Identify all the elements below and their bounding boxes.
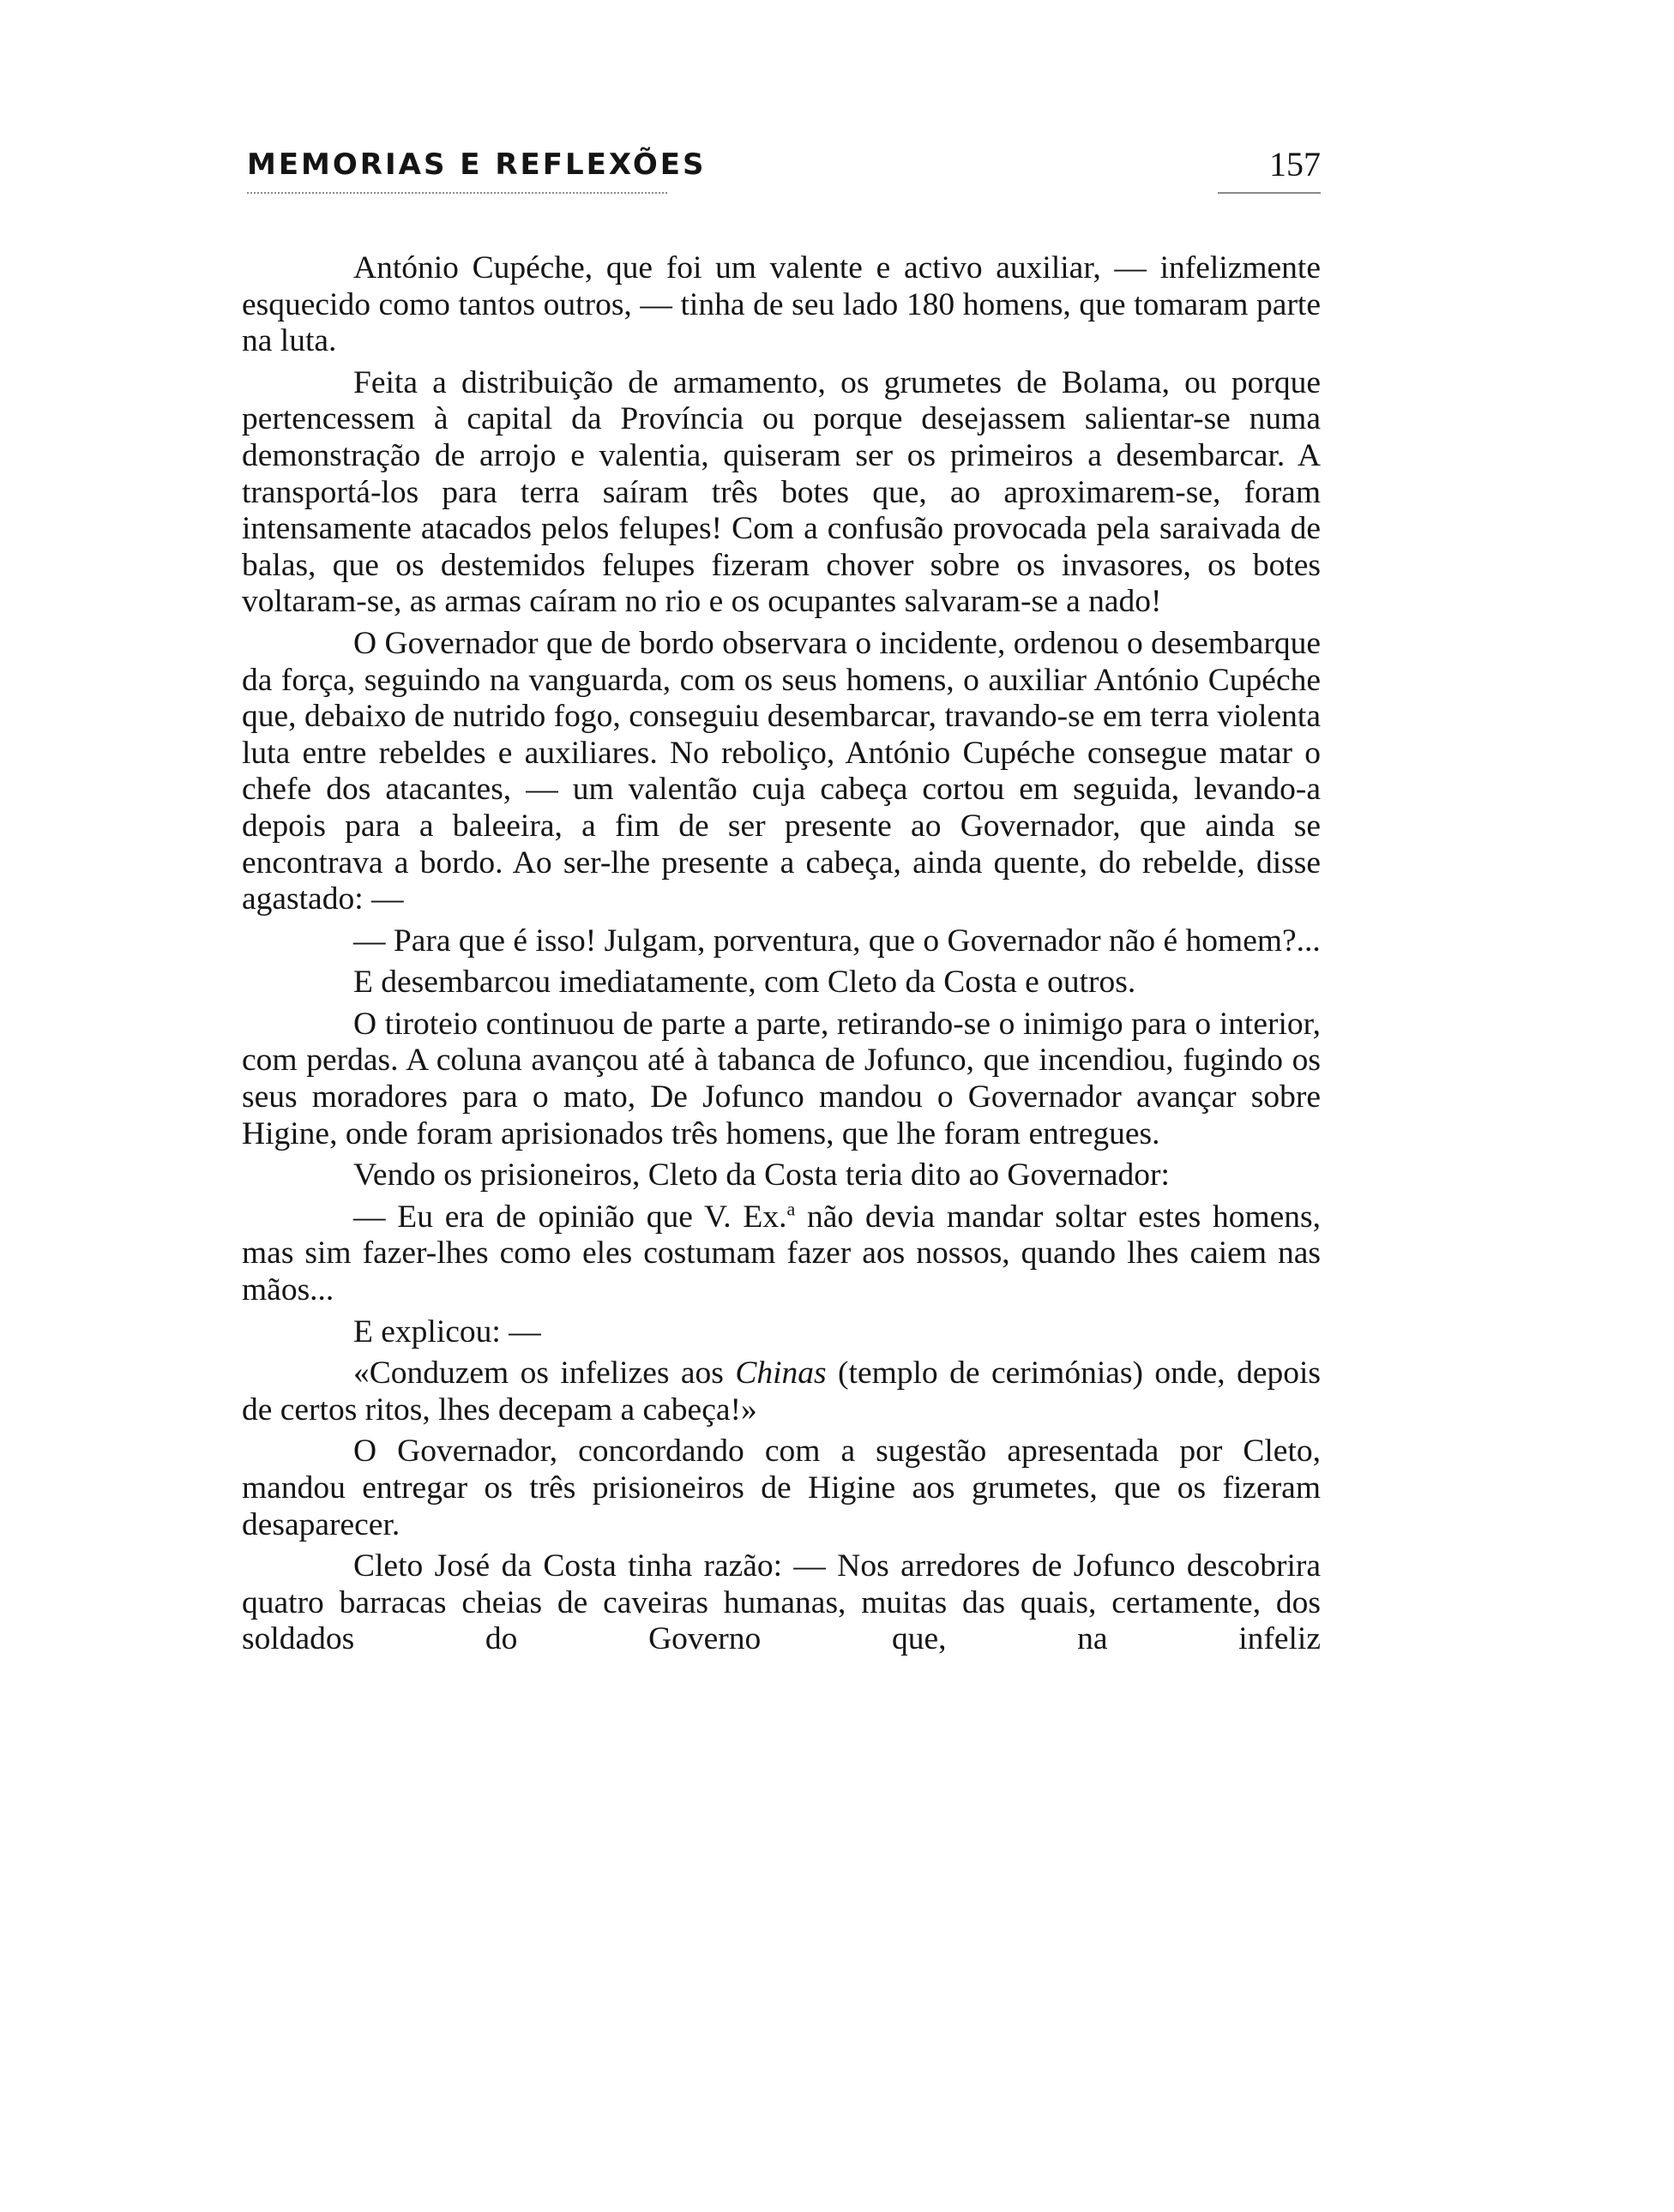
paragraph-cleto-opinion [242, 1199, 1321, 1309]
paragraph-governor-order: O Governador que de bordo observara o incidente, ordenou o desembarque da força, seguindo na vanguarda, com os seus homens, o auxiliar António Cupéche que, debaixo de nutrido fogo, conseguiu desembarcar, travando-se em terra violenta luta entre rebeldes e auxiliares. No reboliço, António Cupéche consegue matar o chefe dos atacantes, — um valentão cuja cabeça cortou em seguida, levando-a depois para a baleeira, a fim de ser presente ao Governador, que ainda se encontrava a bordo. Ao ser-lhe presente a cabeça, ainda quente, do rebelde, disse agastado: — [242, 625, 1321, 917]
paragraph-cleto-right: Cleto José da Costa tinha razão: — Nos arredores de Jofunco descobrira quatro barracas cheias de caveiras humanas, muitas das quais, certamente, dos soldados do Governo que, na infeliz [242, 1548, 1321, 1657]
cleto-opinion-end: não devia mandar soltar estes homens, mas sim fazer-lhes como eles costumam fazer aos nossos, quando lhes caiem nas mãos... [242, 1199, 1321, 1308]
chinas-quote-start: «Conduzem os infelizes aos [353, 1355, 736, 1392]
paragraph-governor-quote: — Para que é isso! Julgam, porventura, que o Governador não é homem?... [353, 923, 1321, 959]
paragraph-prisoners: Vendo os prisioneiros, Cleto da Costa teria dito ao Governador: [353, 1157, 1170, 1193]
paragraph-disembarked: E desembarcou imediatamente, com Cleto da Costa e outros. [353, 965, 1136, 1001]
cleto-opinion-start: — Eu era de opinião que V. Ex. [353, 1199, 787, 1235]
cleto-opinion-superscript: a [786, 1198, 796, 1220]
page-number: 157 [1269, 145, 1321, 183]
running-head: MEMORIAS E REFLEXÕES [247, 147, 707, 182]
header-rule-right [1218, 192, 1321, 194]
body-text [242, 250, 1321, 1663]
paragraph-disembark-bolama: Feita a distribuição de armamento, os grumetes de Bolama, ou porque pertencessem à capital da Província ou porque desejassem salientar-se numa demonstração de arrojo e valentia, quiseram ser os primeiros a desembarcar. A transportá-los para terra saíram três botes que, ao aproximarem-se, foram intensamente atacados pelos felupes! Com a confusão provocada pela saraivada de balas, que os destemidos felupes fizeram chover sobre os invasores, os botes voltaram-se, as armas caíram no rio e os ocupantes salvaram-se a nado! [242, 364, 1321, 620]
paragraph-cupeche: António Cupéche, que foi um valente e activo auxiliar, — infelizmente esquecido como tantos outros, — tinha de seu lado 180 homens, que tomaram parte na luta. [242, 250, 1321, 359]
paragraph-explained: E explicou: — [353, 1313, 541, 1349]
paragraph-governor-agrees: O Governador, concordando com a sugestão apresentada por Cleto, mandou entregar os três prisioneiros de Higine aos grumetes, que os fizeram desaparecer. [242, 1434, 1321, 1542]
header-rule-left [247, 192, 667, 194]
paragraph-shootout: O tiroteio continuou de parte a parte, retirando-se o inimigo para o interior, com perdas. A coluna avançou até à tabanca de Jofunco, que incendiou, fugindo os seus moradores para o mato, De Jofunco mandou o Governador avançar sobre Higine, onde foram aprisionados três homens, que lhe foram entregues. [242, 1006, 1321, 1151]
paragraph-chinas-quote [242, 1355, 1321, 1428]
chinas-italic: Chinas [735, 1355, 827, 1392]
chinas-quote-end: (templo de cerimónias) onde, depois de certos ritos, lhes decepam a cabeça!» [242, 1355, 1322, 1428]
page-header [247, 147, 1321, 199]
